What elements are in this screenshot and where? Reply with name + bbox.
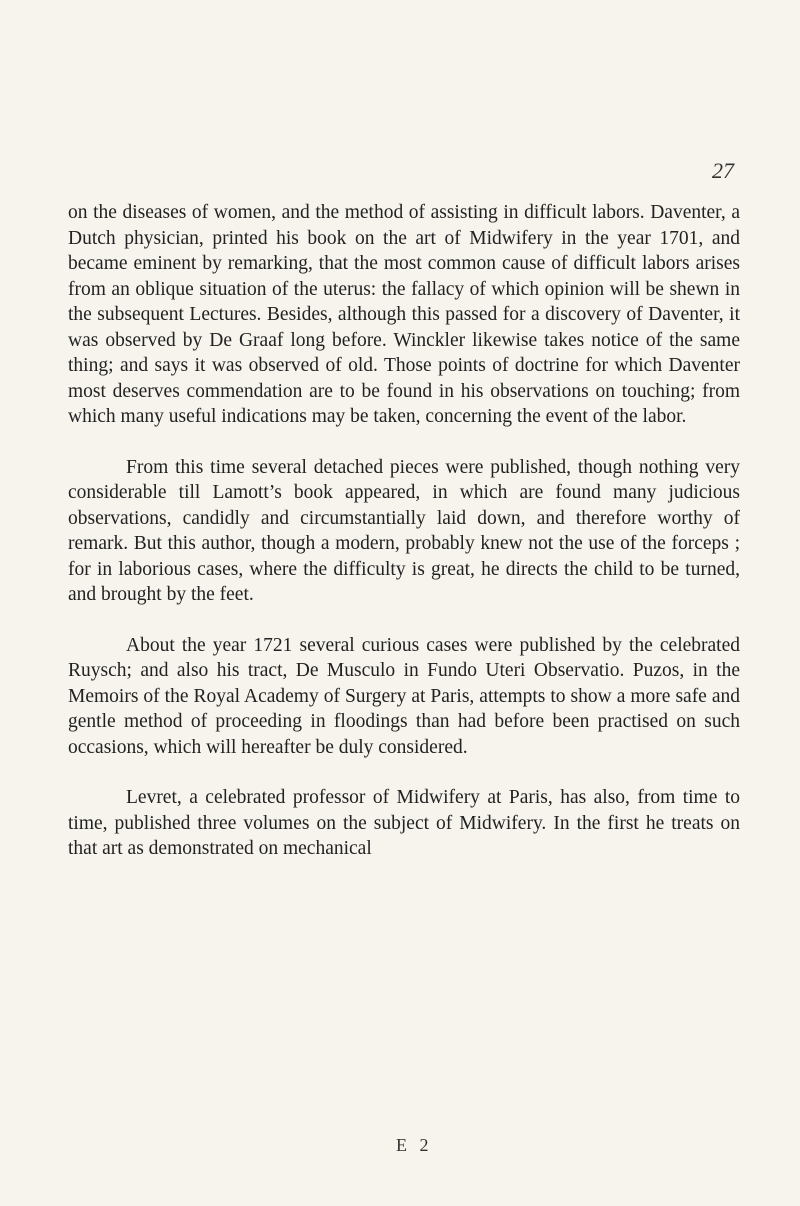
paragraph-3: About the year 1721 several curious cases were published by the celebrated Ruysch; and also his tract, De Musculo in Fundo Uteri Observatio. Puzos, in the Memoirs of the Royal Academy of Surgery at Paris, attempts to show a more safe and gentle method of proceeding in floodings than had before been practised on such occasions, which will hereafter be duly considered. xyxy=(68,634,740,758)
paragraph-4: Levret, a celebrated professor of Midwifery at Paris, has also, from time to time, published three volumes on the subject of Midwifery. In the first he treats on that art as demonstrated on mechanical xyxy=(68,787,740,859)
body-text xyxy=(68,200,740,862)
page-number: 27 xyxy=(712,158,734,183)
signature-mark: E 2 xyxy=(396,1135,433,1155)
paragraph-1: on the diseases of women, and the method of assisting in difficult labors. Daventer, a Dutch physician, printed his book on the art of Midwifery in the year 1701, and became eminent by remarking, that the most common cause of difficult labors arises from an oblique situation of the uterus: the fallacy of which opinion will be shewn in the subsequent Lectures. Besides, although this passed for a discovery of Daventer, it was observed by De Graaf long before. Winckler likewise takes notice of the same thing; and says it was observed of old. Those points of doctrine for which Daventer most deserves commendation are to be found in his observations on touching; from which many useful indications may be taken, concerning the event of the labor. xyxy=(68,202,740,427)
paragraph-2: From this time several detached pieces were published, though nothing very considerable till Lamott’s book appeared, in which are found many judicious observations, candidly and circumstantially laid down, and therefore worthy of remark. But this author, though a modern, probably knew not the use of the forceps ; for in laborious cases, where the difficulty is great, he directs the child to be turned, and brought by the feet. xyxy=(68,456,740,605)
